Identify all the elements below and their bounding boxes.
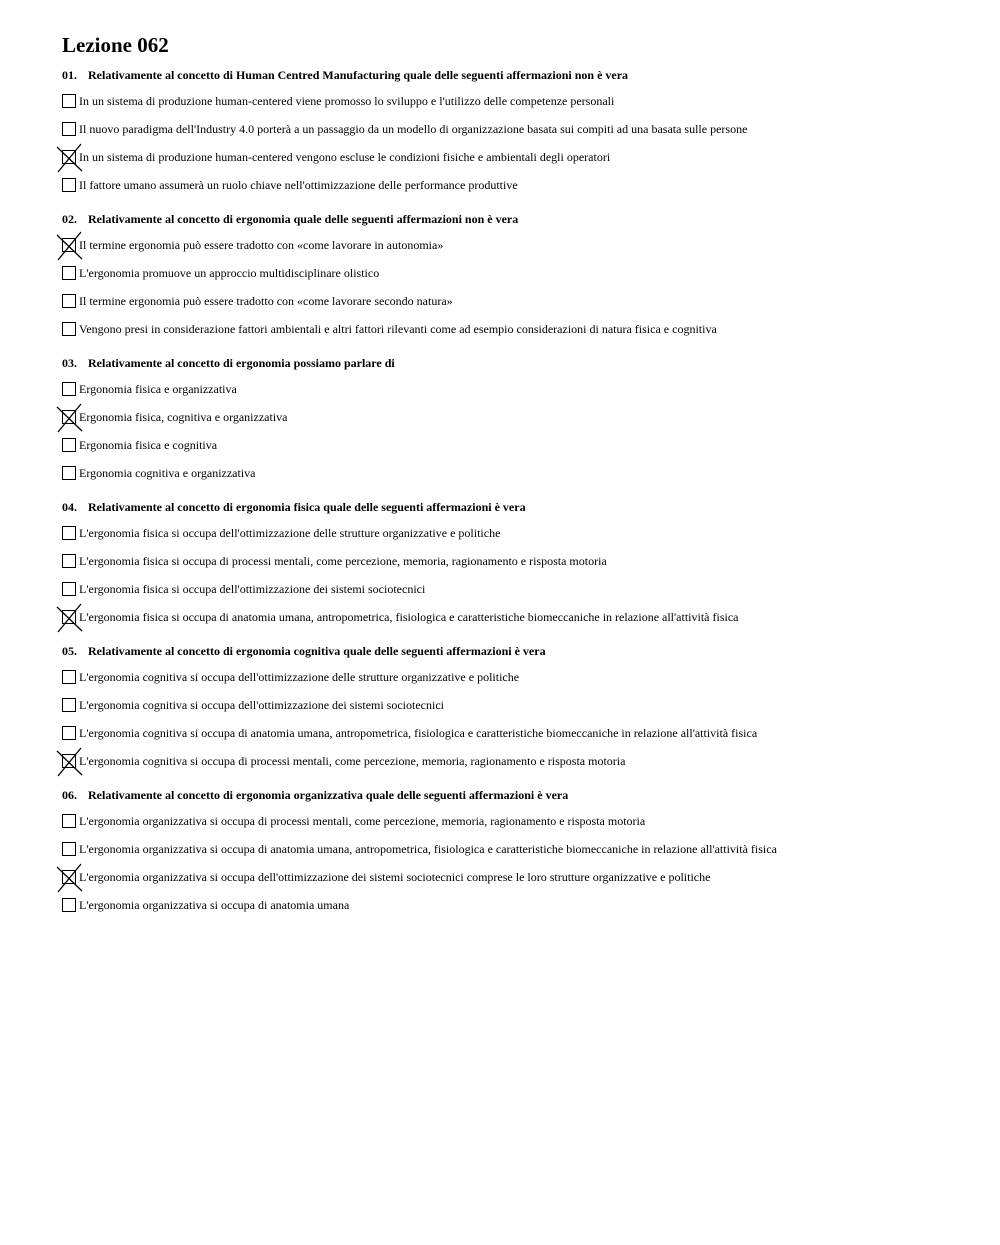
- checkbox[interactable]: [62, 814, 76, 828]
- checkbox[interactable]: [62, 178, 76, 192]
- checkbox-checked[interactable]: [62, 870, 76, 884]
- checkbox[interactable]: [62, 438, 76, 452]
- checkbox[interactable]: [62, 322, 76, 336]
- option-list: [62, 87, 962, 199]
- checkbox-checked[interactable]: [62, 238, 76, 252]
- answer-option[interactable]: [62, 231, 962, 259]
- checkbox[interactable]: [62, 122, 76, 136]
- question-list: [62, 67, 962, 919]
- question-heading: [62, 499, 962, 515]
- option-label: L'ergonomia promuove un approccio multidisciplinare olistico: [79, 265, 380, 280]
- quiz-page: [62, 32, 962, 931]
- checkbox[interactable]: [62, 382, 76, 396]
- question-text: Relativamente al concetto di ergonomia organizzativa quale delle seguenti affermazioni è vera: [88, 788, 569, 802]
- answer-option[interactable]: [62, 87, 962, 115]
- option-label: Il termine ergonomia può essere tradotto con «come lavorare secondo natura»: [79, 293, 453, 308]
- checkbox-checked[interactable]: [62, 150, 76, 164]
- option-label: L'ergonomia organizzativa si occupa di anatomia umana: [79, 897, 350, 912]
- checkbox[interactable]: [62, 466, 76, 480]
- option-label: Ergonomia fisica, cognitiva e organizzativa: [79, 409, 288, 424]
- option-label: L'ergonomia organizzativa si occupa di anatomia umana, antropometrica, fisiologica e caratteristiche biomeccaniche in relazione all'attività fisica: [79, 841, 777, 856]
- question-number: 06.: [62, 788, 77, 802]
- checkbox[interactable]: [62, 698, 76, 712]
- option-label: L'ergonomia cognitiva si occupa dell'ottimizzazione dei sistemi sociotecnici: [79, 697, 444, 712]
- answer-option[interactable]: [62, 835, 962, 863]
- question-text: Relativamente al concetto di ergonomia cognitiva quale delle seguenti affermazioni è vera: [88, 644, 546, 658]
- answer-option[interactable]: [62, 259, 962, 287]
- question-heading: [62, 211, 962, 227]
- option-label: L'ergonomia fisica si occupa dell'ottimizzazione dei sistemi sociotecnici: [79, 581, 426, 596]
- checkbox[interactable]: [62, 842, 76, 856]
- checkbox[interactable]: [62, 526, 76, 540]
- page-title: Lezione 062: [62, 33, 169, 57]
- option-list: [62, 807, 962, 919]
- checkbox[interactable]: [62, 554, 76, 568]
- option-label: L'ergonomia fisica si occupa dell'ottimizzazione delle strutture organizzative e politiche: [79, 525, 501, 540]
- checkbox[interactable]: [62, 898, 76, 912]
- answer-option[interactable]: [62, 807, 962, 835]
- answer-option[interactable]: [62, 459, 962, 487]
- option-label: Il nuovo paradigma dell'Industry 4.0 porterà a un passaggio da un modello di organizzazione basata sui compiti ad una basata sulle persone: [79, 121, 748, 136]
- question-number: 05.: [62, 644, 77, 658]
- question-heading: [62, 67, 962, 83]
- question-number: 04.: [62, 500, 77, 514]
- option-label: L'ergonomia organizzativa si occupa di processi mentali, come percezione, memoria, ragionamento e risposta motoria: [79, 813, 646, 828]
- option-list: [62, 663, 962, 775]
- answer-option[interactable]: [62, 547, 962, 575]
- option-label: Il fattore umano assumerà un ruolo chiave nell'ottimizzazione delle performance produttive: [79, 177, 518, 192]
- checkbox[interactable]: [62, 294, 76, 308]
- answer-option[interactable]: [62, 171, 962, 199]
- option-label: In un sistema di produzione human-centered vengono escluse le condizioni fisiche e ambientali degli operatori: [79, 149, 611, 164]
- option-label: Ergonomia fisica e organizzativa: [79, 381, 237, 396]
- answer-option[interactable]: [62, 691, 962, 719]
- answer-option[interactable]: [62, 315, 962, 343]
- answer-option[interactable]: [62, 287, 962, 315]
- checkbox-checked[interactable]: [62, 754, 76, 768]
- answer-option[interactable]: [62, 891, 962, 919]
- answer-option[interactable]: [62, 575, 962, 603]
- answer-option[interactable]: [62, 115, 962, 143]
- answer-option[interactable]: [62, 143, 962, 171]
- option-list: [62, 519, 962, 631]
- option-label: Vengono presi in considerazione fattori ambientali e altri fattori rilevanti come ad esempio considerazioni di natura fisica e cognitiva: [79, 321, 717, 336]
- question-number: 03.: [62, 356, 77, 370]
- checkbox[interactable]: [62, 670, 76, 684]
- option-list: [62, 375, 962, 487]
- question-heading: [62, 787, 962, 803]
- answer-option[interactable]: [62, 663, 962, 691]
- checkbox[interactable]: [62, 726, 76, 740]
- answer-option[interactable]: [62, 863, 962, 891]
- answer-option[interactable]: [62, 603, 962, 631]
- option-label: L'ergonomia fisica si occupa di processi mentali, come percezione, memoria, ragionamento e risposta motoria: [79, 553, 607, 568]
- answer-option[interactable]: [62, 431, 962, 459]
- option-label: L'ergonomia cognitiva si occupa di processi mentali, come percezione, memoria, ragionamento e risposta motoria: [79, 753, 626, 768]
- handwritten-x-icon: [55, 143, 85, 173]
- answer-option[interactable]: [62, 719, 962, 747]
- question-text: Relativamente al concetto di ergonomia fisica quale delle seguenti affermazioni è vera: [88, 500, 526, 514]
- handwritten-x-icon: [55, 403, 85, 433]
- checkbox-checked[interactable]: [62, 410, 76, 424]
- answer-option[interactable]: [62, 403, 962, 431]
- question-heading: [62, 643, 962, 659]
- question-number: 02.: [62, 212, 77, 226]
- option-label: L'ergonomia cognitiva si occupa di anatomia umana, antropometrica, fisiologica e caratteristiche biomeccaniche in relazione all'attività fisica: [79, 725, 758, 740]
- option-label: Ergonomia cognitiva e organizzativa: [79, 465, 256, 480]
- option-label: L'ergonomia cognitiva si occupa dell'ottimizzazione delle strutture organizzative e politiche: [79, 669, 520, 684]
- option-label: In un sistema di produzione human-centered viene promosso lo sviluppo e l'utilizzo delle competenze personali: [79, 93, 615, 108]
- question-heading: [62, 355, 962, 371]
- handwritten-x-icon: [55, 231, 85, 261]
- checkbox[interactable]: [62, 94, 76, 108]
- checkbox-checked[interactable]: [62, 610, 76, 624]
- question-text: Relativamente al concetto di ergonomia possiamo parlare di: [88, 356, 395, 370]
- option-label: Il termine ergonomia può essere tradotto con «come lavorare in autonomia»: [79, 237, 444, 252]
- handwritten-x-icon: [55, 863, 85, 893]
- question-number: 01.: [62, 68, 77, 82]
- answer-option[interactable]: [62, 375, 962, 403]
- answer-option[interactable]: [62, 519, 962, 547]
- answer-option[interactable]: [62, 747, 962, 775]
- handwritten-x-icon: [55, 603, 85, 633]
- option-label: L'ergonomia organizzativa si occupa dell'ottimizzazione dei sistemi sociotecnici comprese le loro strutture organizzative e politiche: [79, 869, 711, 884]
- option-list: [62, 231, 962, 343]
- option-label: Ergonomia fisica e cognitiva: [79, 437, 218, 452]
- checkbox[interactable]: [62, 266, 76, 280]
- question-text: Relativamente al concetto di Human Centred Manufacturing quale delle seguenti affermazioni non è vera: [88, 68, 629, 82]
- option-label: L'ergonomia fisica si occupa di anatomia umana, antropometrica, fisiologica e caratteristiche biomeccaniche in relazione all'attività fisica: [79, 609, 739, 624]
- checkbox[interactable]: [62, 582, 76, 596]
- handwritten-x-icon: [55, 747, 85, 777]
- question-text: Relativamente al concetto di ergonomia quale delle seguenti affermazioni non è vera: [88, 212, 519, 226]
